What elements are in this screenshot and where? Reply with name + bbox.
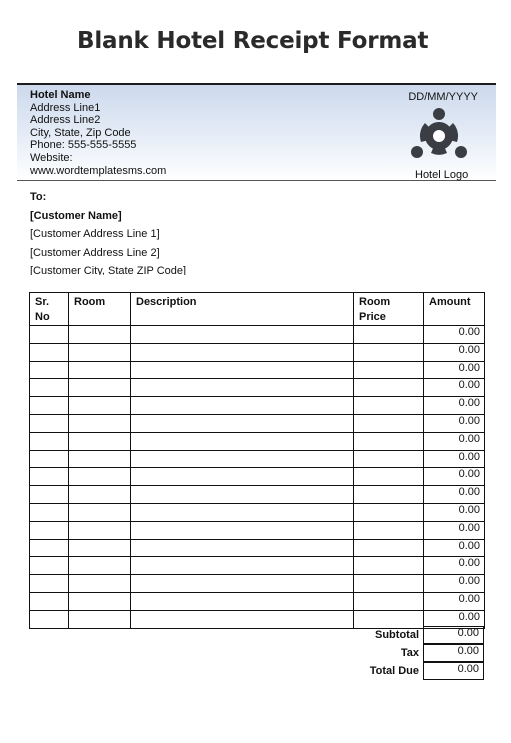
room-cell[interactable]	[69, 432, 131, 450]
sr-no-cell[interactable]	[30, 575, 69, 593]
room-price-cell[interactable]	[354, 343, 424, 361]
description-cell[interactable]	[131, 432, 354, 450]
amount-cell[interactable]: 0.00	[424, 592, 485, 610]
description-cell[interactable]	[131, 539, 354, 557]
amount-cell[interactable]: 0.00	[424, 326, 485, 344]
sr-no-cell[interactable]	[30, 539, 69, 557]
amount-cell[interactable]: 0.00	[424, 521, 485, 539]
sr-no-cell[interactable]	[30, 592, 69, 610]
sr-no-cell[interactable]	[30, 379, 69, 397]
table-header-row	[30, 293, 485, 326]
room-cell[interactable]	[69, 414, 131, 432]
bill-to	[30, 190, 186, 275]
description-cell[interactable]	[131, 486, 354, 504]
amount-cell[interactable]: 0.00	[424, 486, 485, 504]
sr-no-cell[interactable]	[30, 503, 69, 521]
description-cell[interactable]	[131, 521, 354, 539]
hotel-logo-icon[interactable]	[407, 107, 471, 165]
customer-city[interactable]: [Customer City, State ZIP Code]	[30, 265, 187, 275]
description-cell[interactable]	[131, 503, 354, 521]
table-row	[30, 592, 485, 610]
hotel-info	[30, 89, 166, 177]
room-price-cell[interactable]	[354, 521, 424, 539]
sr-no-cell[interactable]	[30, 450, 69, 468]
table-row	[30, 450, 485, 468]
room-cell[interactable]	[69, 521, 131, 539]
table-row	[30, 414, 485, 432]
tax-value[interactable]: 0.00	[423, 644, 484, 662]
hotel-address-line1[interactable]: Address Line1	[30, 101, 101, 114]
room-cell[interactable]	[69, 361, 131, 379]
room-cell[interactable]	[69, 326, 131, 344]
total-due-row	[0, 662, 511, 680]
table-row	[30, 468, 485, 486]
amount-cell[interactable]: 0.00	[424, 468, 485, 486]
description-cell[interactable]	[131, 414, 354, 432]
description-cell[interactable]	[131, 557, 354, 575]
to-label: To:	[30, 191, 47, 203]
description-cell[interactable]	[131, 397, 354, 415]
amount-cell[interactable]: 0.00	[424, 343, 485, 361]
header-room-price: Room Price	[354, 293, 424, 326]
hotel-header	[17, 83, 496, 181]
header-description: Description	[131, 293, 354, 326]
table-row	[30, 539, 485, 557]
hotel-city[interactable]: City, State, Zip Code	[30, 126, 131, 139]
sr-no-cell[interactable]	[30, 361, 69, 379]
sr-no-cell[interactable]	[30, 486, 69, 504]
customer-name[interactable]: [Customer Name]	[30, 209, 122, 222]
room-price-cell[interactable]	[354, 379, 424, 397]
room-price-cell[interactable]	[354, 575, 424, 593]
room-price-cell[interactable]	[354, 539, 424, 557]
sr-no-cell[interactable]	[30, 557, 69, 575]
room-cell[interactable]	[69, 557, 131, 575]
description-cell[interactable]	[131, 468, 354, 486]
tax-label: Tax	[400, 647, 419, 659]
table-row	[30, 575, 485, 593]
description-cell[interactable]	[131, 379, 354, 397]
total-due-label: Total Due	[369, 665, 419, 677]
table-body	[30, 326, 485, 629]
room-price-cell[interactable]	[354, 414, 424, 432]
room-cell[interactable]	[69, 379, 131, 397]
room-cell[interactable]	[69, 468, 131, 486]
room-cell[interactable]	[69, 575, 131, 593]
table-row	[30, 557, 485, 575]
table-row	[30, 503, 485, 521]
header-amount: Amount	[424, 293, 485, 326]
room-price-cell[interactable]	[354, 450, 424, 468]
table-row	[30, 343, 485, 361]
room-price-cell[interactable]	[354, 397, 424, 415]
table-row	[30, 486, 485, 504]
amount-cell[interactable]: 0.00	[424, 432, 485, 450]
amount-cell[interactable]: 0.00	[424, 575, 485, 593]
sr-no-cell[interactable]	[30, 397, 69, 415]
table-row	[30, 397, 485, 415]
amount-cell[interactable]: 0.00	[424, 361, 485, 379]
tax-row	[0, 644, 511, 662]
room-price-cell[interactable]	[354, 557, 424, 575]
room-cell[interactable]	[69, 397, 131, 415]
sr-no-cell[interactable]	[30, 414, 69, 432]
room-price-cell[interactable]	[354, 468, 424, 486]
subtotal-label: Subtotal	[375, 629, 419, 641]
room-cell[interactable]	[69, 503, 131, 521]
hotel-logo-label: Hotel Logo	[415, 169, 469, 181]
amount-cell[interactable]: 0.00	[424, 379, 485, 397]
subtotal-value[interactable]: 0.00	[423, 626, 484, 644]
description-cell[interactable]	[131, 592, 354, 610]
table-row	[30, 326, 485, 344]
header-sr-no: Sr. No	[30, 293, 69, 326]
room-price-cell[interactable]	[354, 592, 424, 610]
room-price-cell[interactable]	[354, 326, 424, 344]
room-cell[interactable]	[69, 592, 131, 610]
sr-no-cell[interactable]	[30, 343, 69, 361]
room-cell[interactable]	[69, 539, 131, 557]
header-room: Room	[69, 293, 131, 326]
total-due-value[interactable]: 0.00	[423, 662, 484, 680]
table-row	[30, 432, 485, 450]
amount-cell[interactable]: 0.00	[424, 414, 485, 432]
customer-address-line2[interactable]: [Customer Address Line 2]	[30, 246, 160, 259]
page-title: Blank Hotel Receipt Format	[77, 28, 429, 54]
room-price-cell[interactable]	[354, 361, 424, 379]
hotel-website-label: Website:	[30, 151, 73, 164]
subtotal-row	[0, 626, 511, 644]
room-cell[interactable]	[69, 343, 131, 361]
room-cell[interactable]	[69, 450, 131, 468]
hotel-address-line2[interactable]: Address Line2	[30, 114, 101, 127]
amount-cell[interactable]: 0.00	[424, 450, 485, 468]
table-row	[30, 521, 485, 539]
amount-cell[interactable]: 0.00	[424, 539, 485, 557]
amount-cell[interactable]: 0.00	[424, 610, 485, 628]
sr-no-cell[interactable]	[30, 521, 69, 539]
sr-no-cell[interactable]	[30, 468, 69, 486]
description-cell[interactable]	[131, 326, 354, 344]
receipt-date[interactable]: DD/MM/YYYY	[408, 91, 478, 103]
description-cell[interactable]	[131, 575, 354, 593]
description-cell[interactable]	[131, 343, 354, 361]
table-row	[30, 361, 485, 379]
hotel-website[interactable]: www.wordtemplatesms.com	[30, 164, 167, 177]
room-price-cell[interactable]	[354, 432, 424, 450]
room-price-cell[interactable]	[354, 503, 424, 521]
amount-cell[interactable]: 0.00	[424, 397, 485, 415]
table-row	[30, 379, 485, 397]
description-cell[interactable]	[131, 361, 354, 379]
description-cell[interactable]	[131, 450, 354, 468]
hotel-name[interactable]: Hotel Name	[30, 89, 91, 101]
room-price-cell[interactable]	[354, 486, 424, 504]
amount-cell[interactable]: 0.00	[424, 503, 485, 521]
sr-no-cell[interactable]	[30, 326, 69, 344]
sr-no-cell[interactable]	[30, 432, 69, 450]
items-table	[29, 292, 485, 629]
customer-address-line1[interactable]: [Customer Address Line 1]	[30, 228, 160, 240]
amount-cell[interactable]: 0.00	[424, 557, 485, 575]
hotel-phone[interactable]: Phone: 555-555-5555	[30, 139, 137, 152]
room-cell[interactable]	[69, 486, 131, 504]
